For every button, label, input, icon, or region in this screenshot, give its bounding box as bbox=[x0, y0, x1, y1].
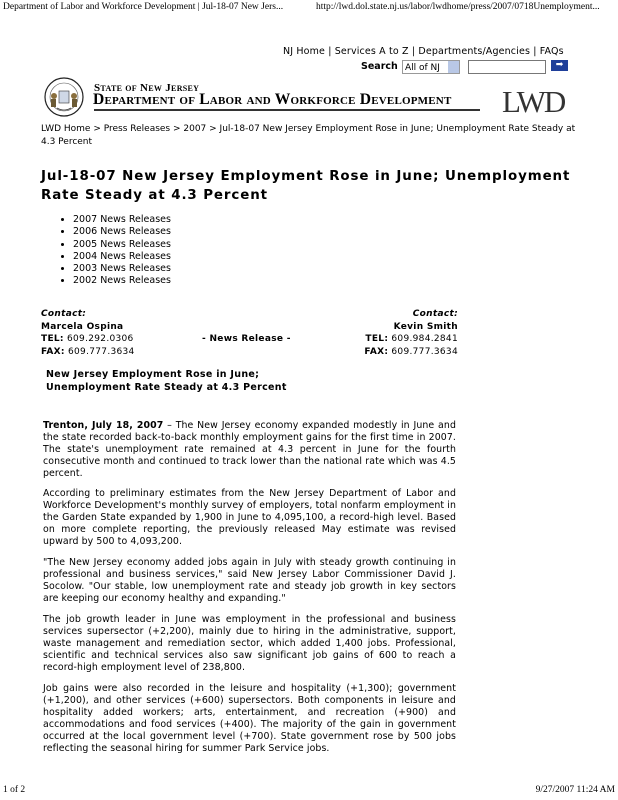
departments-link[interactable]: Departments/Agencies bbox=[418, 46, 531, 57]
contact-left-tel bbox=[41, 333, 135, 346]
contact-left-tel-value: 609.292.0306 bbox=[67, 334, 134, 344]
nj-state-seal-icon bbox=[39, 76, 91, 118]
news-link-2004[interactable]: • 2004 News Releases bbox=[73, 251, 171, 263]
contact-right-fax bbox=[364, 346, 458, 359]
news-link-2007[interactable]: • 2007 News Releases bbox=[73, 214, 171, 226]
nav-separator: | bbox=[411, 46, 416, 57]
print-footer-datetime: 9/27/2007 11:24 AM bbox=[535, 785, 615, 795]
paragraph-1-text: – The New Jersey economy expanded modestly in June and the state recorded back-to-back monthly employment gains for the first time in 2007. The state's unemployment rate remained at 4.3 percent in June for the fourth consecutive month and continued to track lower than the national rate which was 4.5 percent. bbox=[43, 420, 456, 480]
release-subheading bbox=[46, 369, 287, 394]
contact-right-tel-value: 609.984.2841 bbox=[391, 334, 458, 344]
print-header-url: http://lwd.dol.state.nj.us/labor/lwdhome/press/2007/0718Unemployment... bbox=[316, 2, 600, 12]
breadcrumb[interactable]: LWD Home > Press Releases > 2007 > Jul-18-07 New Jersey Employment Rose in June; Unemployment Rate Steady at 4.3 Percent bbox=[41, 124, 576, 147]
news-link-2006[interactable]: • 2006 News Releases bbox=[73, 226, 171, 238]
contact-right bbox=[364, 308, 458, 358]
body-paragraph-5: Job gains were also recorded in the leisure and hospitality (+1,300); government (+1,200), and other services (+600) supersectors. Both components in leisure and hospitality added workers; arts, entertainment, and recreation (+900) and accommodations and food services (+400). The majority of the gain in government occurred at the local government level (+700). State government rose by 500 jobs reflecting the seasonal hiring for summer Park Service jobs. bbox=[43, 683, 456, 755]
nav-separator: | bbox=[328, 46, 332, 57]
tel-label: TEL: bbox=[365, 334, 389, 344]
print-header-title: Department of Labor and Workforce Development | Jul-18-07 New Jers... bbox=[3, 2, 284, 12]
dateline: Trenton, July 18, 2007 bbox=[43, 420, 164, 431]
lwd-logo: LWD bbox=[502, 84, 565, 119]
body-paragraph-1 bbox=[43, 420, 456, 480]
services-link[interactable]: Services A to Z bbox=[334, 46, 409, 57]
nj-home-link[interactable]: NJ Home bbox=[283, 46, 326, 57]
nav-separator: | bbox=[533, 46, 537, 57]
search-label: Search bbox=[361, 61, 398, 72]
fax-label: FAX: bbox=[364, 346, 389, 357]
search-input[interactable] bbox=[468, 60, 546, 74]
banner-state-line: State of New Jersey bbox=[94, 82, 200, 94]
top-nav bbox=[283, 46, 564, 57]
body-paragraph-2: According to preliminary estimates from the New Jersey Department of Labor and Workforce Development's monthly survey of employers, total nonfarm employment in the Garden State expanded by 1,900 in June to 4,095,100, a record-high level. Based on more complete reporting, the previously released May estimate was revised upward by 500 to 4,093,200. bbox=[43, 488, 456, 548]
contact-right-name: Kevin Smith bbox=[393, 321, 458, 332]
news-link-2003[interactable]: • 2003 News Releases bbox=[73, 263, 171, 275]
news-release-label: - News Release - bbox=[202, 334, 291, 344]
news-link-2002[interactable]: • 2002 News Releases bbox=[73, 275, 171, 287]
contact-left-label: Contact: bbox=[41, 309, 87, 319]
body-paragraph-3: "The New Jersey economy added jobs again in July with steady growth continuing in professional and business services," said New Jersey Labor Commissioner David J. Socolow. "Our stable, low unemployment rate and steady job growth in key sectors are keeping our economy healthy and expanding." bbox=[43, 557, 456, 605]
news-link-2005[interactable]: • 2005 News Releases bbox=[73, 239, 171, 251]
tel-label: TEL: bbox=[41, 334, 64, 344]
contact-left bbox=[41, 308, 135, 358]
search-scope-select[interactable] bbox=[402, 60, 460, 74]
subheading-line2: Unemployment Rate Steady at 4.3 Percent bbox=[46, 381, 287, 393]
contact-right-fax-value: 609.777.3634 bbox=[391, 346, 458, 357]
banner-rule bbox=[94, 109, 480, 111]
contact-left-fax-value: 609.777.3634 bbox=[68, 346, 135, 357]
contact-right-label: Contact: bbox=[412, 309, 458, 319]
news-release-list bbox=[41, 214, 171, 288]
faqs-link[interactable]: FAQs bbox=[539, 46, 564, 57]
subheading-line1: New Jersey Employment Rose in June; bbox=[46, 369, 260, 380]
fax-label: FAX: bbox=[41, 346, 65, 357]
contact-left-name: Marcela Ospina bbox=[41, 321, 124, 332]
page-title: Jul-18-07 New Jersey Employment Rose in June; Unemployment Rate Steady at 4.3 Percent bbox=[41, 169, 571, 203]
chevron-down-icon bbox=[448, 61, 459, 73]
banner-dept-name: Department of Labor and Workforce Development bbox=[93, 91, 452, 108]
search-go-button[interactable] bbox=[551, 60, 568, 71]
search-scope-value: All of NJ bbox=[405, 63, 440, 73]
contact-right-tel bbox=[364, 333, 458, 346]
body-paragraph-4: The job growth leader in June was employment in the professional and business services supersector (+2,200), mainly due to hiring in the administrative, support, waste management and remediation sector, which added 1,400 jobs. Professional, scientific and technical services also saw significant job gains of 600 to reach a record-high employment level of 238,800. bbox=[43, 614, 456, 674]
contact-left-fax bbox=[41, 346, 135, 359]
arrow-right-icon: ➡ bbox=[555, 60, 564, 70]
print-footer-page: 1 of 2 bbox=[3, 785, 26, 795]
